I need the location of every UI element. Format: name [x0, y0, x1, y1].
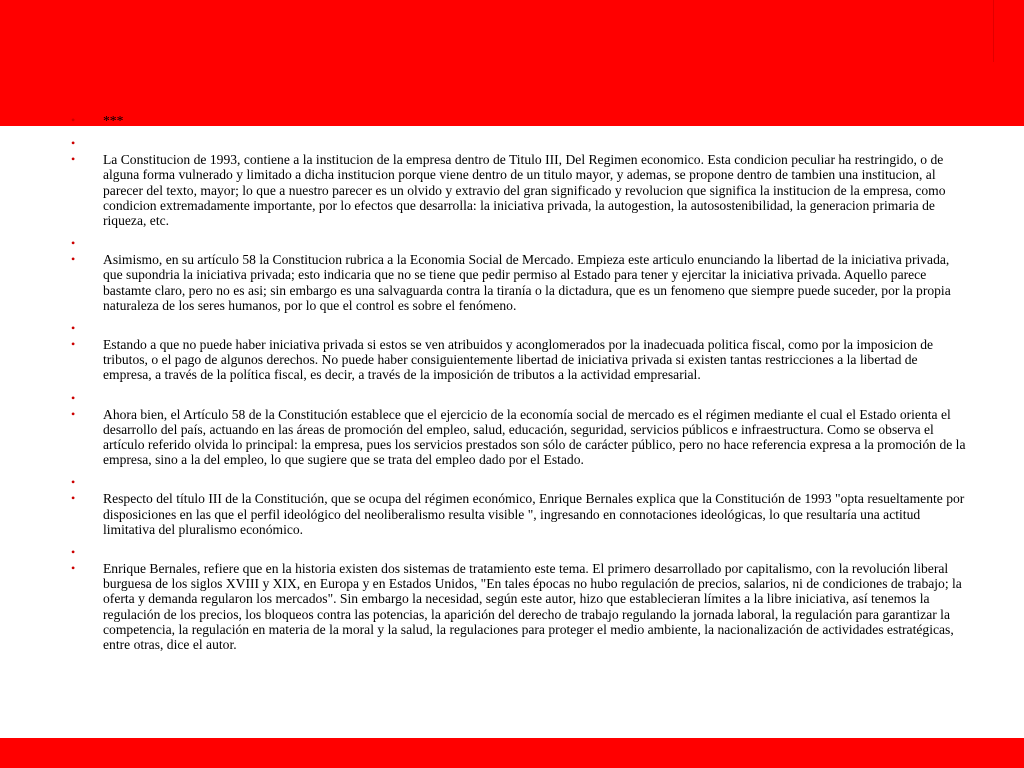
bullet-item: • Ahora bien, el Artículo 58 de la Constitución establece que el ejercicio de la economía social de mercado es el régimen mediante el cual el Estado orienta el desarrollo del país, actuando en las áreas de promoción del empleo, salud, educación, seguridad, servicios públicos e infraestructura. Como se observa el artículo referido olvida lo principal: la empresa, pues los servicios prestados son sólo de carácter público, pero no hace referencia expresa a la promoción de la empresa, sino a la del empleo, lo que sugiere que se trata del empleo dado por el Estado. [0, 407, 1024, 468]
bullet-item-empty [0, 391, 1024, 406]
bullet-item-empty [0, 545, 1024, 560]
top-red-band [0, 0, 1024, 126]
bullet-item-empty [0, 475, 1024, 490]
bullet-item: • Asimismo, en su artículo 58 la Constitucion rubrica a la Economia Social de Mercado. Empieza este articulo enunciando la libertad de la iniciativa privada, que supondria la iniciativa privada; esto indicaria que no se tiene que pedir permiso al Estado para tener y ejercitar la iniciativa privada. Aquello parece bastamte claro, pero no es asi; sin embargo es una salvaguarda contra la tiranía o la dictadura, que es un fenomeno que siempre puede suceder, por la propia naturaleza de los seres humanos, por lo que el control es sobre el fenómeno. [0, 252, 1024, 313]
bullet-item: • Enrique Bernales, refiere que en la historia existen dos sistemas de tratamiento este tema. El primero desarrollado por capitalismo, con la revolución liberal burguesa de los siglos XVIII y XIX, en Europa y en Estados Unidos, "En tales épocas no hubo regulación de precios, salarios, ni de condiciones de trabajo; la oferta y demanda regularon los mercados". Sin embargo la necesidad, según este autor, hizo que establecieran límites a la libre iniciativa, así tenemos la regulación de los precios, los bloqueos contra las potencias, la aparición del derecho de trabajo regulando la jornada laboral, la regulación para garantizar la competencia, la regulación en materia de la moral y la salud, la regulaciones para proteger el medio ambiente, la nacionalización de actividades estratégicas, entre otras, dice el autor. [0, 561, 1024, 652]
bullet-item: • Estando a que no puede haber iniciativa privada si estos se ven atribuidos y aconglomerados por la inadecuada politica fiscal, como por la imposicion de tributos, o el pago de algunos derechos. No puede haber consiguientemente libertad de iniciativa privada si existen tantas restricciones a la libertad de empresa, a través de la política fiscal, es decir, a través de la imposición de tributos a la actividad empresarial. [0, 337, 1024, 383]
bottom-red-band [0, 738, 1024, 768]
slide-content [0, 113, 1024, 660]
bullet-item: • *** [0, 113, 1024, 128]
top-band-divider [993, 0, 994, 62]
bullet-item-empty [0, 236, 1024, 251]
bullet-item-empty [0, 136, 1024, 151]
bullet-item-empty [0, 321, 1024, 336]
bullet-item: • Respecto del título III de la Constitución, que se ocupa del régimen económico, Enrique Bernales explica que la Constitución de 1993 "opta resueltamente por disposiciones en las que el perfil ideológico del neoliberalismo resulta visible ", ingresando en connotaciones ideológicas, lo que resultaría una actitud limitativa del pluralismo económico. [0, 491, 1024, 537]
bullet-list [0, 113, 1024, 652]
bullet-item: • La Constitucion de 1993, contiene a la institucion de la empresa dentro de Titulo III, Del Regimen economico. Esta condicion peculiar ha restringido, o de alguna forma vulnerado y limitado a dicha institucion porque viene dentro de un titulo mayor, y ademas, se propone dentro de tambien una institucion, al parecer del texto, mayor; lo que a nuestro parecer es un olvido y extravio del gran significado y revolucion que significa la institucion de la empresa, como condicion extremadamente importante, por lo efectos que desarrolla: la iniciativa privada, la autogestion, la autosostenibilidad, la generacion primaria de riqueza, etc. [0, 152, 1024, 228]
